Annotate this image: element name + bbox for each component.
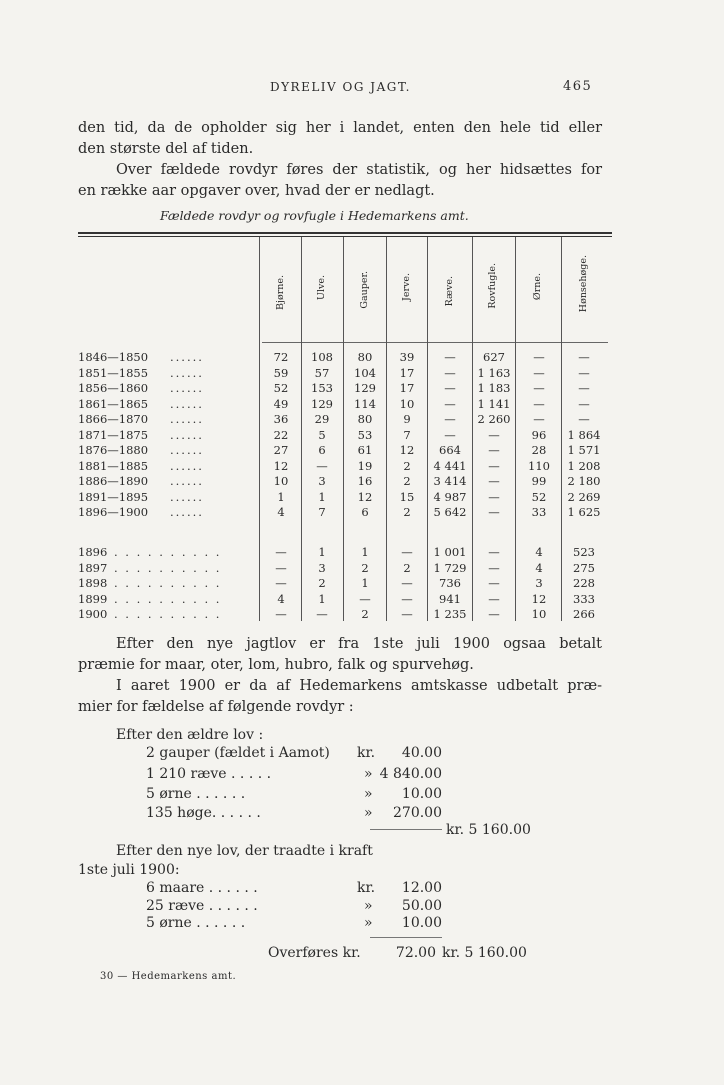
table-row [0,428,724,444]
table-cell: 114 [354,396,376,411]
table-cell: — [578,350,590,364]
table-cell: 6 [361,505,369,519]
payment-unit: » [364,786,373,802]
table-cell: 3 [318,560,326,575]
after-line: Efter den nye jagtlov er fra 1ste juli 1900 ogsaa betalt [116,636,602,652]
table-cell: 941 [439,591,461,606]
old-law-total: kr. 5 160.00 [446,822,531,838]
table-cell: 5 [318,427,326,442]
table-row [0,505,724,521]
intro-text [78,118,602,202]
table-cell: 129 [354,381,376,395]
table-cell: 228 [573,576,595,590]
payment-desc: 2 gauper (fældet i Aamot) [146,745,330,761]
column-header: Jerve. [401,273,412,301]
leader-dots: . . . . . . . . . . [114,560,222,575]
table-cell: 3 [535,576,543,590]
table-cell: — [275,576,287,590]
table-cell: 10 [399,396,415,411]
table-cell: 1 208 [567,458,601,473]
table-cell: 627 [483,350,505,364]
table-cell: — [488,591,500,606]
table-cell: 1 [318,591,326,606]
carry-label: Overføres kr. [268,945,361,961]
table-cell: — [578,412,590,426]
row-label: 1851—1855 [78,365,149,380]
table-cell: — [488,489,500,504]
table-cell: 1 141 [477,396,511,411]
intro-line: den tid, da de opholder sig her i landet, enten den hele tid eller [78,120,602,136]
table-cell: 2 [403,560,411,575]
payment-amount: 10.00 [401,786,442,802]
leader-dots: ...... [170,505,204,519]
table-cell: 333 [573,591,595,606]
column-header: Bjørne. [275,275,286,310]
table-cell: 10 [531,607,547,621]
row-label: 1881—1885 [78,458,149,473]
row-label: 1899 [78,591,108,606]
column-header: Gauper. [359,271,370,309]
intro-line: den største del af tiden. [78,141,254,157]
table-top-rule [78,232,612,234]
payment-desc: 5 ørne . . . . . . [146,915,246,931]
table-cell: 129 [311,396,333,411]
table-row [0,366,724,382]
table-cell: 2 [361,560,369,575]
table-cell: — [488,427,500,442]
table-cell: 52 [531,489,547,504]
table-cell: 275 [573,560,595,575]
table-cell: — [488,576,500,590]
payment-unit: » [364,805,373,821]
table-cell: 1 235 [433,607,467,621]
leader-dots: ...... [170,474,204,488]
table-cell: 4 [277,591,285,606]
row-label: 1871—1875 [78,427,149,442]
table-cell: 39 [399,350,415,364]
carry-new: 72.00 [395,945,436,961]
table-cell: 7 [318,505,326,519]
table-row [0,412,724,428]
payment-amount: 270.00 [393,805,442,821]
leader-dots: . . . . . . . . . . [114,545,222,559]
table-cell: — [533,396,545,411]
table-cell: — [444,396,456,411]
table-cell: 17 [399,365,415,380]
table-cell: 7 [403,427,411,442]
leader-dots: . . . . . . . . . . [114,576,222,590]
payment-desc: 6 maare . . . . . . [146,880,258,896]
leader-dots: ...... [170,458,204,473]
table-cell: — [488,443,500,457]
leader-dots: ...... [170,489,204,504]
table-row [0,561,724,577]
table-cell: 4 [535,545,543,559]
table-cell: — [533,365,545,380]
table-cell: 2 180 [567,474,601,488]
intro-line: en række aar opgaver over, hvad der er nedlagt. [78,183,435,199]
table-cell: 59 [273,365,289,380]
payment-amount: 4 840.00 [379,766,442,782]
leader-dots: ...... [170,412,204,426]
column-header: Ulve. [316,275,327,301]
table-cell: 1 183 [477,381,511,395]
table-cell: — [444,365,456,380]
new-law-heading-cont: 1ste juli 1900: [78,862,180,878]
payment-amount: 10.00 [401,915,442,931]
table-cell: 61 [357,443,373,457]
payment-amount: 40.00 [401,745,442,761]
table-cell: 33 [531,505,547,519]
table-cell: 57 [314,365,330,380]
table-cell: 15 [399,489,415,504]
table-caption: Fældede rovdyr og rovfugle i Hedemarkens amt. [160,208,469,223]
table-cell: 19 [357,458,373,473]
table-row [0,592,724,608]
row-label: 1896—1900 [78,505,149,519]
table-cell: 28 [531,443,547,457]
footer-signature: 30 — Hedemarkens amt. [100,971,237,982]
table-cell: 80 [357,350,373,364]
column-header: Hønsehøge. [578,255,589,313]
table-cell: 53 [357,427,373,442]
after-line: mier for fældelse af følgende rovdyr : [78,699,354,715]
table-cell: 36 [273,412,289,426]
table-row [0,576,724,592]
table-cell: — [488,505,500,519]
table-cell: — [401,591,413,606]
table-cell: 12 [531,591,547,606]
table-cell: 1 625 [567,505,601,519]
table-cell: 4 441 [433,458,467,473]
column-header: Ørne. [532,273,543,301]
leader-dots: ...... [170,365,204,380]
table-cell: 2 [403,474,411,488]
table-cell: — [578,396,590,411]
after-line: I aaret 1900 er da af Hedemarkens amtskasse udbetalt præ- [116,678,602,694]
table-cell: — [533,381,545,395]
table-cell: 80 [357,412,373,426]
row-label: 1900 [78,607,108,621]
column-header: Ræve. [444,276,455,307]
table-cell: 5 642 [433,505,467,519]
table-cell: 1 864 [567,427,601,442]
after-line: præmie for maar, oter, lom, hubro, falk og spurvehøg. [78,657,474,673]
page-number: 465 [563,79,593,94]
table-cell: 72 [273,350,289,364]
table-cell: 266 [573,607,595,621]
payment-desc: 25 ræve . . . . . . [146,898,258,914]
table-cell: — [533,350,545,364]
table-cell: — [316,458,328,473]
table-cell: 22 [273,427,289,442]
table-cell: 2 [361,607,369,621]
row-label: 1891—1895 [78,489,149,504]
payment-unit: » [364,898,373,914]
table-cell: 523 [573,545,595,559]
table-row [0,459,724,475]
table-cell: 736 [439,576,461,590]
carry-old: kr. 5 160.00 [442,945,527,961]
table-cell: 2 269 [567,489,601,504]
table-cell: 10 [273,474,289,488]
table-row [0,545,724,561]
table-cell: 29 [314,412,330,426]
table-cell: 664 [439,443,461,457]
leader-dots: ...... [170,443,204,457]
table-cell: — [488,545,500,559]
table-cell: — [578,381,590,395]
table-cell: 96 [531,427,547,442]
table-cell: 3 [318,474,326,488]
row-label: 1876—1880 [78,443,149,457]
table-cell: 49 [273,396,289,411]
table-cell: 4 [535,560,543,575]
table-cell: — [444,350,456,364]
table-cell: — [533,412,545,426]
table-cell: — [401,607,413,621]
new-law-heading: Efter den nye lov, der traadte i kraft [116,843,373,859]
column-header: Rovfugle. [487,263,498,309]
table-cell: 6 [318,443,326,457]
table-cell: 1 [318,489,326,504]
leader-dots: ...... [170,381,204,395]
table-cell: — [444,427,456,442]
running-header: DYRELIV OG JAGT. [270,80,411,94]
table-cell: 16 [357,474,373,488]
table-row [0,474,724,490]
table-cell: 1 [277,489,285,504]
payment-amount: 12.00 [401,880,442,896]
table-cell: — [275,560,287,575]
payment-desc: 5 ørne . . . . . . [146,786,246,802]
table-cell: — [359,591,371,606]
table-cell: — [578,365,590,380]
payment-desc: 1 210 ræve . . . . . [146,766,272,782]
payment-unit: kr. [357,745,376,761]
payment-unit: » [364,766,373,782]
table-cell: — [316,607,328,621]
table-cell: 52 [273,381,289,395]
table-cell: — [401,576,413,590]
table-row [0,490,724,506]
table-row [0,381,724,397]
table-cell: 2 [403,505,411,519]
payment-unit: » [364,915,373,931]
row-label: 1866—1870 [78,412,149,426]
table-row [0,350,724,366]
table-cell: 27 [273,443,289,457]
leader-dots: ...... [170,427,204,442]
table-cell: 1 [361,576,369,590]
table-cell: — [488,607,500,621]
table-cell: 1 [361,545,369,559]
table-cell: — [444,381,456,395]
table-cell: — [275,607,287,621]
table-cell: 2 [318,576,326,590]
table-cell: 17 [399,381,415,395]
table-cell: 108 [311,350,333,364]
sum-rule [370,829,442,830]
table-cell: — [488,458,500,473]
row-label: 1861—1865 [78,396,149,411]
table-cell: 2 [403,458,411,473]
table-cell: — [275,545,287,559]
table-top-rule-thin [78,236,612,237]
table-cell: 4 987 [433,489,467,504]
table-cell: 1 571 [567,443,601,457]
table-cell: 110 [528,458,550,473]
leader-dots: . . . . . . . . . . [114,607,222,621]
after-text [78,634,602,718]
table-cell: 104 [354,365,376,380]
table-cell: — [401,545,413,559]
row-label: 1846—1850 [78,350,149,364]
table-row [0,443,724,459]
table-cell: 3 414 [433,474,467,488]
table-cell: 1 001 [433,545,467,559]
payment-unit: kr. [357,880,376,896]
table-cell: — [488,474,500,488]
table-cell: — [444,412,456,426]
table-cell: 12 [357,489,373,504]
table-row [0,397,724,413]
sum-rule [370,937,442,938]
leader-dots: ...... [170,350,204,364]
row-label: 1898 [78,576,108,590]
table-cell: 1 729 [433,560,467,575]
table-cell: 1 163 [477,365,511,380]
old-law-heading: Efter den ældre lov : [116,727,264,743]
table-cell: — [488,560,500,575]
row-label: 1856—1860 [78,381,149,395]
row-label: 1896 [78,545,108,559]
payment-desc: 135 høge. . . . . . [146,805,261,821]
table-cell: 2 260 [477,412,511,426]
row-label: 1897 [78,560,108,575]
table-cell: 1 [318,545,326,559]
intro-line: Over fældede rovdyr føres der statistik, og her hidsættes for [116,162,602,178]
table-cell: 12 [399,443,415,457]
leader-dots: . . . . . . . . . . [114,591,222,606]
table-cell: 9 [403,412,411,426]
table-cell: 12 [273,458,289,473]
table-cell: 4 [277,505,285,519]
leader-dots: ...... [170,396,204,411]
table-cell: 153 [311,381,333,395]
payment-amount: 50.00 [401,898,442,914]
table-cell: 99 [531,474,547,488]
row-label: 1886—1890 [78,474,149,488]
table-row [0,607,724,623]
header-divider [262,342,608,343]
